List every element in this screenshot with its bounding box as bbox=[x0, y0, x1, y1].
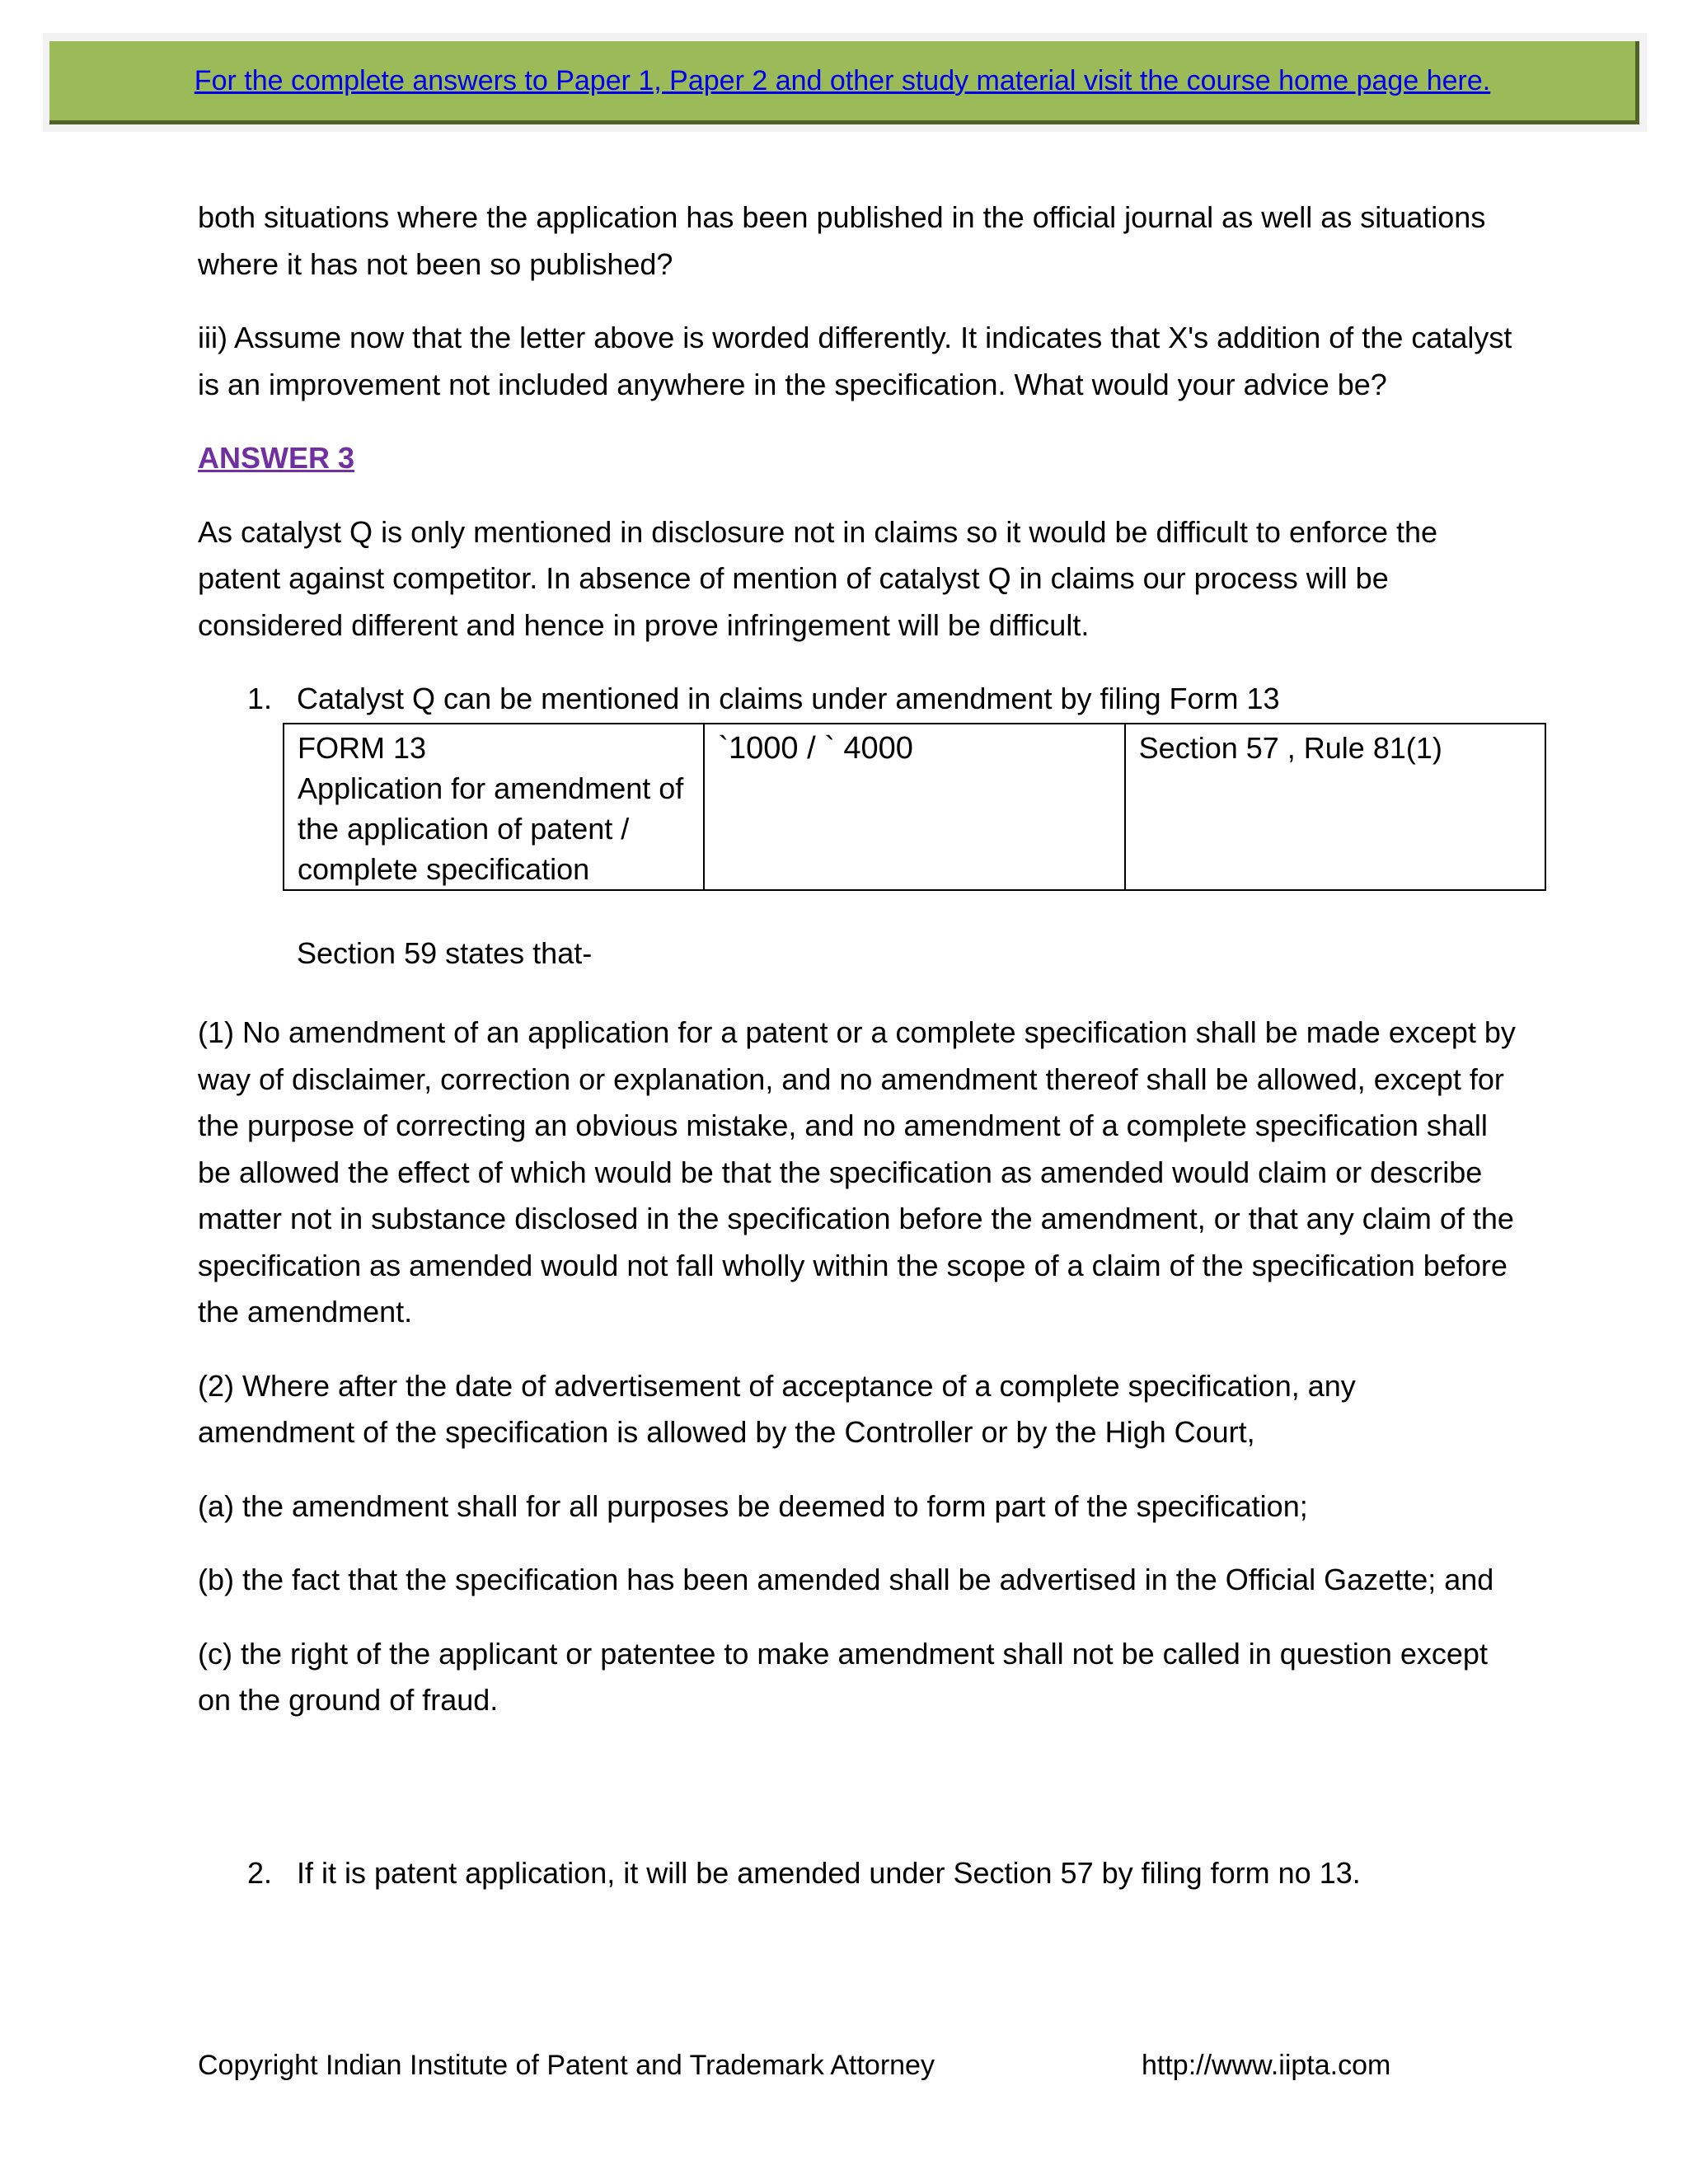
page-content bbox=[198, 194, 1517, 1896]
answer-paragraph: As catalyst Q is only mentioned in disclosure not in claims so it would be difficult to enforce the patent against competitor. In absence of mention of catalyst Q in claims our process will be considered different and hence in prove infringement will be difficult. bbox=[198, 514, 1438, 642]
course-banner-bar bbox=[49, 41, 1639, 124]
list-number: 2. bbox=[247, 1855, 273, 1890]
footer-url[interactable]: http://www.iipta.com bbox=[1142, 2050, 1391, 2081]
course-banner bbox=[43, 33, 1647, 132]
table-cell-form bbox=[284, 724, 704, 890]
list-item-text: Catalyst Q can be mentioned in claims under amendment by filing Form 13 bbox=[297, 682, 1280, 715]
table-cell-section bbox=[1125, 724, 1545, 890]
list-item-2 bbox=[198, 1850, 1517, 1897]
section59-clause-2: (2) Where after the date of advertisement of acceptance of a complete specification, any amendment of the specification is allowed by the Controller or by the High Court, bbox=[198, 1368, 1356, 1449]
table-row bbox=[284, 724, 1545, 890]
question-iii: iii) Assume now that the letter above is worded differently. It indicates that X's addition of the catalyst is an improvement not included anywhere in the specification. What would your advice be? bbox=[198, 321, 1512, 401]
question-continuation: both situations where the application has been published in the official journal as well as situations where it has not been so published? bbox=[198, 200, 1486, 281]
page-footer bbox=[198, 2042, 1451, 2088]
section59-clause-c: (c) the right of the applicant or patentee to make amendment shall not be called in question except on the ground of fraud. bbox=[198, 1636, 1488, 1717]
section-reference: Section 57 , Rule 81(1) bbox=[1138, 730, 1442, 765]
list-item-1 bbox=[198, 676, 1517, 723]
fee-amount: `1000 / ` 4000 bbox=[718, 730, 913, 766]
form-title: FORM 13 bbox=[298, 730, 427, 765]
section59-clause-a: (a) the amendment shall for all purposes be deemed to form part of the specification; bbox=[198, 1488, 1308, 1523]
section59-clause-1: (1) No amendment of an application for a patent or a complete specification shall be made except by way of disclaimer, correction or explanation, and no amendment thereof shall be allowed, except for the purpose of correcting an obvious mistake, and no amendment of a complete specification shall be allowed the effect of which would be that the specification as amended would claim or describe matter not in substance disclosed in the specification before the amendment, or that any claim of the specification as amended would not fall wholly within the scope of a claim of the specification before the amendment. bbox=[198, 1015, 1516, 1329]
footer-copyright: Copyright Indian Institute of Patent and Trademark Attorney bbox=[198, 2050, 935, 2081]
section59-intro: Section 59 states that- bbox=[297, 935, 593, 970]
course-home-link[interactable]: For the complete answers to Paper 1, Paper 2 and other study material visit the course home page here. bbox=[194, 64, 1491, 96]
spacer bbox=[198, 1751, 1517, 1850]
answer-heading: ANSWER 3 bbox=[198, 441, 355, 475]
form-fee-table bbox=[283, 723, 1546, 891]
form-description: Application for amendment of the application of patent / complete specification bbox=[298, 771, 684, 886]
list-number: 1. bbox=[247, 682, 273, 715]
list-item-text: If it is patent application, it will be amended under Section 57 by filing form no 13. bbox=[297, 1855, 1361, 1890]
table-cell-fee bbox=[704, 724, 1124, 890]
section59-clause-b: (b) the fact that the specification has been amended shall be advertised in the Official Gazette; and bbox=[198, 1563, 1494, 1596]
